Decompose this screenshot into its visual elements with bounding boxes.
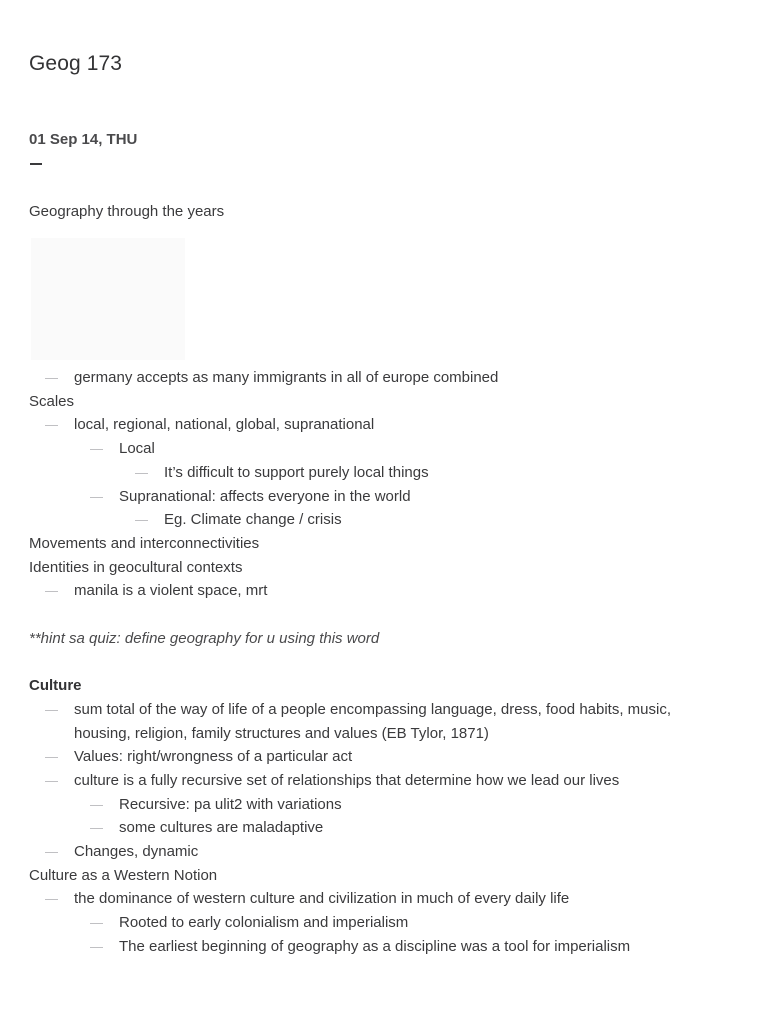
bullet-item[interactable] (29, 887, 749, 911)
line-text: It’s difficult to support purely local things (164, 463, 429, 481)
line-text: Changes, dynamic (74, 843, 199, 861)
bullet-item[interactable] (29, 366, 749, 390)
text-line[interactable] (29, 556, 749, 580)
bullet-item[interactable] (29, 911, 749, 935)
blank-line[interactable] (29, 650, 749, 674)
dash-bullet-icon: — (45, 701, 58, 717)
line-text: housing, religion, family structures and values (EB Tylor, 1871) (74, 724, 489, 742)
line-text: Values: right/wrongness of a particular act (74, 748, 353, 766)
dash-bullet-icon: — (45, 749, 58, 765)
dash-bullet-icon: — (135, 464, 148, 480)
bullet-item[interactable] (29, 698, 749, 722)
intro-line[interactable]: Geography through the years (29, 203, 225, 220)
bullet-item[interactable] (29, 485, 749, 509)
note-date[interactable]: 01 Sep 14, THU (29, 131, 138, 148)
text-line[interactable] (29, 864, 749, 888)
bullet-item[interactable] (29, 722, 749, 746)
line-text: Identities in geocultural contexts (29, 558, 243, 576)
dash-bullet-icon: — (45, 370, 58, 385)
dash-bullet-icon: — (90, 938, 103, 954)
bullet-item[interactable] (29, 840, 749, 864)
bullet-item[interactable] (29, 437, 749, 461)
bullet-item[interactable] (29, 769, 749, 793)
separator-rule (30, 163, 42, 165)
embedded-image[interactable] (31, 238, 185, 360)
line-text: Eg. Climate change / crisis (164, 511, 342, 529)
bullet-item[interactable] (29, 579, 749, 603)
bullet-item[interactable] (29, 745, 749, 769)
notes-body[interactable] (29, 366, 749, 959)
line-text: Scales (29, 392, 75, 410)
line-text: Culture as a Western Notion (29, 866, 218, 884)
line-text: manila is a violent space, mrt (74, 582, 268, 600)
text-line[interactable] (29, 627, 749, 651)
bullet-item[interactable] (29, 816, 749, 840)
bullet-item[interactable] (29, 461, 749, 485)
text-line[interactable] (29, 390, 749, 414)
line-text: Recursive: pa ulit2 with variations (119, 795, 342, 813)
note-title[interactable]: Geog 173 (29, 52, 123, 75)
dash-bullet-icon: — (90, 488, 103, 504)
line-text: the dominance of western culture and civilization in much of every daily life (74, 890, 570, 908)
dash-bullet-icon: — (45, 891, 58, 907)
dash-bullet-icon: — (90, 820, 103, 836)
bullet-item[interactable] (29, 793, 749, 817)
line-text: Supranational: affects everyone in the world (119, 487, 411, 505)
blank-line[interactable] (29, 603, 749, 627)
text-line[interactable] (29, 674, 749, 698)
dash-bullet-icon: — (45, 417, 58, 433)
dash-bullet-icon: — (135, 512, 148, 528)
line-text: The earliest beginning of geography as a discipline was a tool for imperialism (119, 937, 631, 955)
line-text: **hint sa quiz: define geography for u using this word (29, 629, 380, 647)
dash-bullet-icon: — (45, 844, 58, 860)
dash-bullet-icon: — (90, 441, 103, 457)
line-text: Culture (29, 677, 82, 695)
dash-bullet-icon: — (90, 796, 103, 812)
bullet-item[interactable] (29, 508, 749, 532)
line-text: germany accepts as many immigrants in all of europe combined (74, 369, 499, 386)
line-text: Movements and interconnectivities (29, 534, 260, 552)
text-line[interactable] (29, 532, 749, 556)
line-text: sum total of the way of life of a people encompassing language, dress, food habits, music, (74, 700, 672, 718)
line-text: Rooted to early colonialism and imperialism (119, 914, 409, 932)
line-text: culture is a fully recursive set of relationships that determine how we lead our lives (74, 771, 620, 789)
line-text: some cultures are maladaptive (119, 819, 324, 837)
line-text: local, regional, national, global, supranational (74, 416, 375, 434)
line-text: Local (119, 440, 155, 458)
bullet-item[interactable] (29, 935, 749, 959)
dash-bullet-icon: — (45, 583, 58, 599)
bullet-item[interactable] (29, 413, 749, 437)
dash-bullet-icon: — (90, 915, 103, 931)
dash-bullet-icon: — (45, 772, 58, 788)
